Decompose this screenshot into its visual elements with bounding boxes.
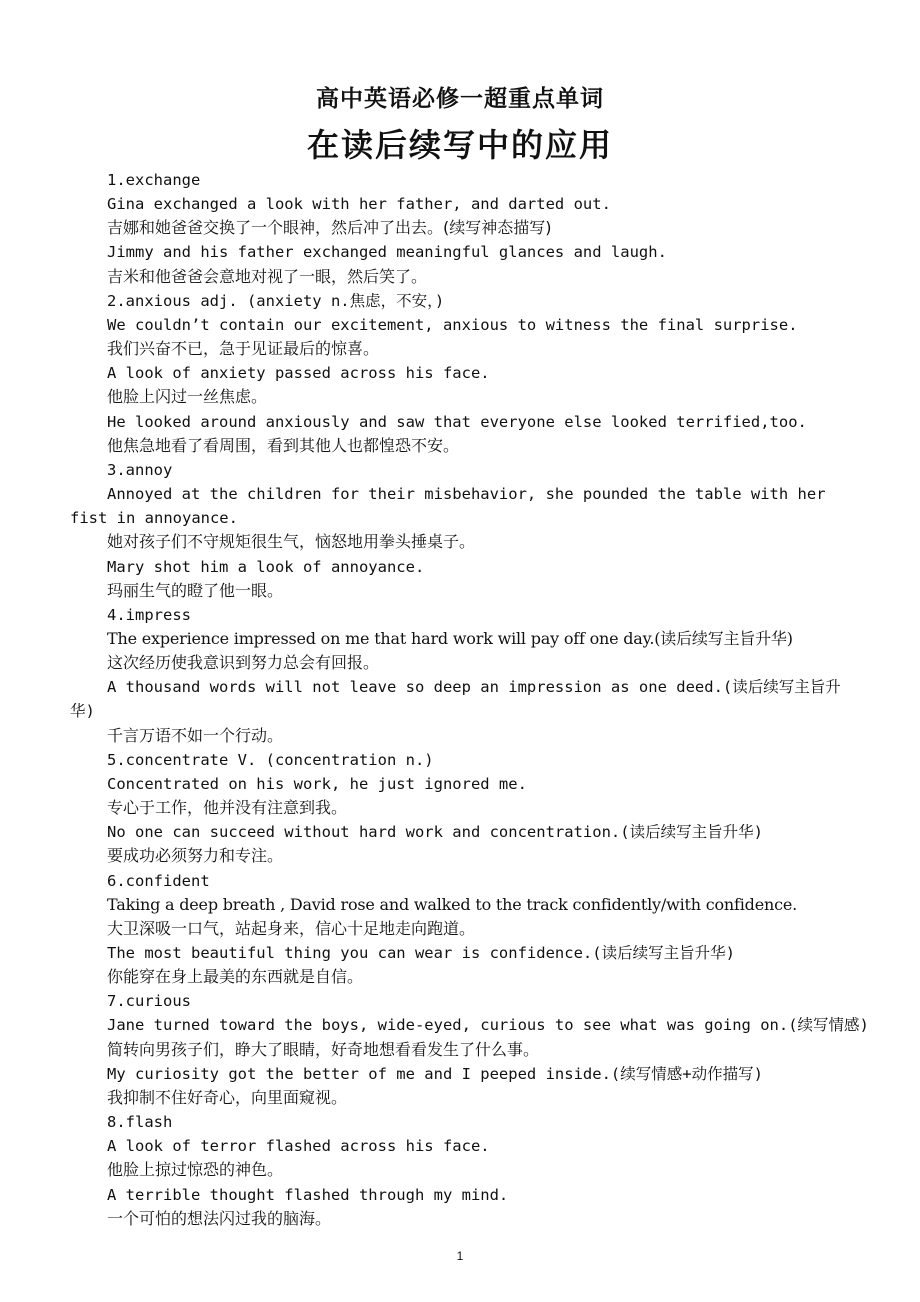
example-sentence: My curiosity got the better of me and I peeped inside.(续写情感+动作描写): [107, 1064, 763, 1083]
translation: 他焦急地看了看周围，看到其他人也都惶恐不安。: [107, 435, 460, 455]
example-sentence: We couldn’t contain our excitement, anxious to witness the final surprise.: [107, 315, 798, 334]
translation: 专心于工作，他并没有注意到我。: [107, 798, 348, 818]
translation: 吉米和他爸爸会意地对视了一眼，然后笑了。: [107, 266, 428, 286]
translation: 她对孩子们不守规矩很生气，恼怒地用拳头捶桌子。: [107, 532, 476, 552]
word-heading-exchange: 1.exchange: [107, 171, 201, 189]
word-heading-impress: 4.impress: [107, 605, 191, 624]
example-sentence: A look of anxiety passed across his face.: [107, 364, 490, 383]
example-sentence: He looked around anxiously and saw that everyone else looked terrified,too.: [107, 412, 807, 431]
document-title: 高中英语必修一超重点单词: [316, 86, 604, 112]
translation: 玛丽生气的瞪了他一眼。: [107, 580, 284, 600]
translation: 他脸上掠过惊恐的神色。: [107, 1160, 284, 1180]
translation: 我们兴奋不已，急于见证最后的惊喜。: [107, 339, 380, 359]
example-sentence: A look of terror flashed across his face.: [107, 1137, 490, 1156]
word-heading-concentrate: 5.concentrate V. (concentration n.): [107, 750, 434, 769]
example-sentence: A thousand words will not leave so deep an impression as one deed.(读后续写主旨升华): [70, 678, 841, 721]
example-sentence: The most beautiful thing you can wear is confidence.(读后续写主旨升华): [107, 944, 735, 962]
example-sentence: Mary shot him a look of annoyance.: [107, 557, 425, 576]
translation: 简转向男孩子们，睁大了眼睛，好奇地想看看发生了什么事。: [107, 1039, 540, 1059]
translation: 吉娜和她爸爸交换了一个眼神，然后冲了出去。(续写神态描写): [107, 218, 552, 238]
translation: 这次经历使我意识到努力总会有回报。: [107, 653, 380, 673]
example-sentence: A terrible thought flashed through my mind.: [107, 1185, 509, 1204]
word-heading-annoy: 3.annoy: [107, 460, 173, 479]
translation: 他脸上闪过一丝焦虑。: [107, 387, 268, 407]
translation: 大卫深吸一口气，站起身来，信心十足地走向跑道。: [107, 918, 476, 938]
example-sentence: Taking a deep breath , David rose and walked to the track confidently/with confidence.: [107, 894, 797, 914]
translation: 一个可怕的想法闪过我的脑海。: [107, 1208, 332, 1228]
document-body: [70, 168, 869, 1231]
translation: 我抑制不住好奇心，向里面窥视。: [107, 1087, 348, 1107]
example-sentence: Jimmy and his father exchanged meaningful glances and laugh.: [107, 243, 667, 262]
page-number: 1: [456, 1249, 464, 1263]
word-heading-flash: 8.flash: [107, 1113, 173, 1132]
word-heading-curious: 7.curious: [107, 992, 191, 1011]
example-sentence: Jane turned toward the boys, wide-eyed, curious to see what was going on.(续写情感): [107, 1016, 869, 1035]
example-sentence: No one can succeed without hard work and concentration.(读后续写主旨升华): [107, 823, 763, 842]
word-heading-anxious: 2.anxious adj. (anxiety n.焦虑，不安，): [107, 291, 445, 310]
translation: 你能穿在身上最美的东西就是自信。: [107, 967, 364, 987]
document-subtitle: 在读后续写中的应用: [306, 126, 613, 164]
translation: 要成功必须努力和专注。: [107, 846, 284, 866]
example-sentence: The experience impressed on me that hard work will pay off one day.(读后续写主旨升华): [107, 628, 793, 648]
example-sentence: Concentrated on his work, he just ignored me.: [107, 774, 527, 793]
example-sentence: Gina exchanged a look with her father, and darted out.: [107, 195, 611, 214]
word-heading-confident: 6.confident: [107, 871, 210, 890]
example-sentence: Annoyed at the children for their misbehavior, she pounded the table with her fist in annoyance.: [70, 485, 826, 528]
translation: 千言万语不如一个行动。: [107, 725, 284, 745]
